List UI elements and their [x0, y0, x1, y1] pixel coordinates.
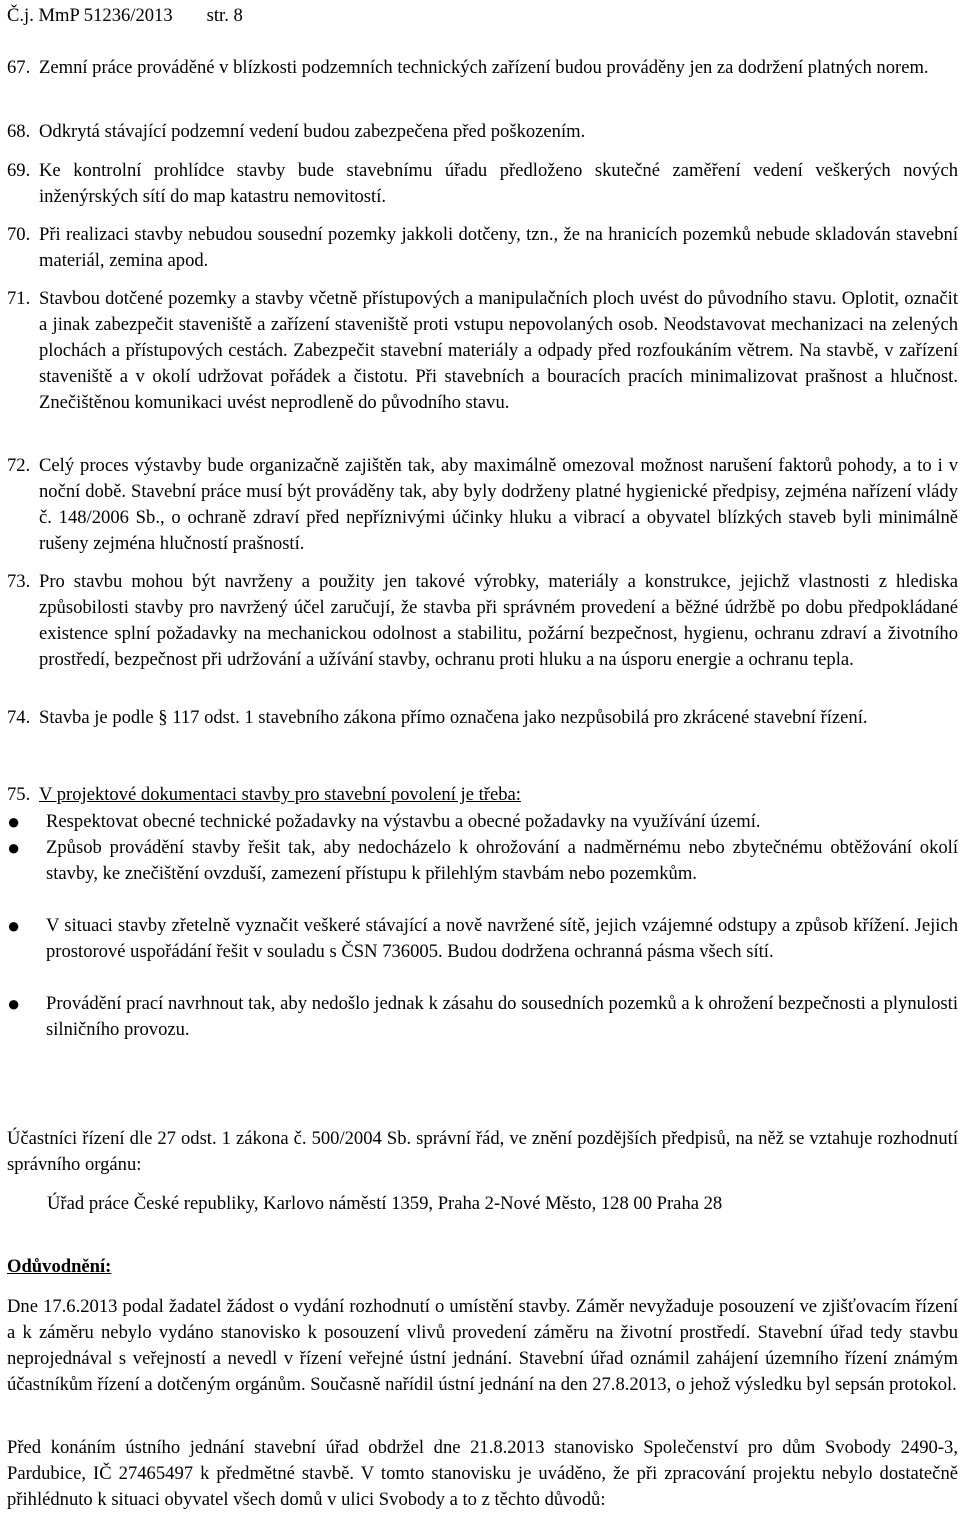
reasoning-paragraph-1: Dne 17.6.2013 podal žadatel žádost o vydání rozhodnutí o umístění stavby. Záměr nevyžaduje posouzení ve zjišťovacím řízení a k záměru nebylo vydáno stanovisko k posouzení vlivů provedení záměru na životní prostředí. Stavební úřad tedy stavbu neprojednával s veřejností a nevedl v řízení veřejné ústní jednání. Stavební úřad oznámil zahájení územního řízení známým účastníkům řízení a dotčeným orgánům. Současně nařídil ústní jednání na den 27.8.2013, o jehož výsledku byl sepsán protokol. [7, 1296, 958, 1395]
bullet-text: Provádění prací navrhnout tak, aby nedošlo jednak k zásahu do sousedních pozemků a k ohrožení bezpečnosti a plynulosti silničního provozu. [46, 993, 958, 1040]
item-text: Stavbou dotčené pozemky a stavby včetně přístupových a manipulačních ploch uvést do původního stavu. Oplotit, označit a jinak zabezpečit staveniště a zařízení staveniště proti vstupu nepovolaných osob. Neodstavovat mechanizaci na zelených plochách a přístupových cestách. Zabezpečit stavební materiály a odpady před rozfoukáním větrem. Na stavbě, v zařízení staveniště a v okolí udržovat pořádek a čistotu. Při stavebních a bouracích pracích minimalizovat prašnost a hlučnost. Znečištěnou komunikaci uvést neprodleně do původního stavu. [39, 288, 958, 413]
item-number: 70. [7, 224, 31, 245]
bullet-icon: ● [7, 913, 21, 938]
bullet-text: Respektovat obecné technické požadavky na výstavbu a obecné požadavky na využívání území. [46, 811, 761, 832]
page-header [7, 3, 243, 29]
page-number: str. 8 [206, 5, 243, 26]
condition-item-67 [7, 55, 958, 81]
condition-item-74 [7, 705, 958, 731]
condition-item-73 [7, 569, 958, 673]
item-number: 73. [7, 571, 31, 592]
condition-item-69 [7, 158, 958, 210]
bullet-item [7, 809, 958, 835]
item-number: 68. [7, 121, 31, 142]
bullet-item [7, 991, 958, 1043]
item-text: Pro stavbu mohou být navrženy a použity jen takové výrobky, materiály a konstrukce, jejichž vlastnosti z hlediska způsobilosti stavby pro navržený účel zaručují, že stavba při správném provedení a běžné údržbě po dobu předpokládané existence splní požadavky na mechanickou odolnost a stabilitu, požární bezpečnost, hygienu, ochranu zdraví a životního prostředí, bezpečnost při udržování a užívání stavby, ochranu proti hluku a na úsporu energie a ochranu tepla. [39, 571, 958, 670]
bullet-text: V situaci stavby zřetelně vyznačit veškeré stávající a nově navržené sítě, jejich vzájemné odstupy a způsob křížení. Jejich prostorové uspořádání řešit v souladu s ČSN 736005. Budou dodržena ochranná pásma všech sítí. [46, 915, 958, 962]
reasoning-heading: Odůvodnění: [7, 1256, 112, 1277]
item-number: 72. [7, 455, 31, 476]
condition-item-68 [7, 119, 958, 145]
item-text: Celý proces výstavby bude organizačně zajištěn tak, aby maximálně omezoval možnost narušení faktorů pohody, a to i v noční době. Stavební práce musí být prováděny tak, aby byly dodrženy platné hygienické předpisy, zejména nařízení vlády č. 148/2006 Sb., o ochraně zdraví před nepříznivými účinky hluku a vibrací a obyvatel blízkých staveb byli minimálně rušeny zejména hlučností prašností. [39, 455, 958, 554]
bullet-text: Způsob provádění stavby řešit tak, aby nedocházelo k ohrožování a nadměrnému nebo zbytečnému obtěžování okolí stavby, ke znečištění ovzduší, zamezení přístupu k přilehlým stavbám nebo pozemkům. [46, 837, 958, 884]
bullet-icon: ● [7, 809, 21, 834]
bullet-item [7, 835, 958, 887]
bullet-item [7, 913, 958, 965]
condition-item-72 [7, 453, 958, 557]
item-text: Stavba je podle § 117 odst. 1 stavebního zákona přímo označena jako nezpůsobilá pro zkrácené stavební řízení. [39, 707, 868, 728]
bullet-icon: ● [7, 835, 21, 860]
condition-item-70 [7, 222, 958, 274]
bullet-icon: ● [7, 991, 21, 1016]
item-number: 67. [7, 57, 31, 78]
reference-number: Č.j. MmP 51236/2013 [7, 5, 173, 26]
condition-item-71 [7, 286, 958, 416]
participants-intro: Účastníci řízení dle 27 odst. 1 zákona č. 500/2004 Sb. správní řád, ve znění pozdějších předpisů, na něž se vztahuje rozhodnutí správního orgánu: [7, 1128, 958, 1175]
item-number: 71. [7, 288, 31, 309]
item-number: 74. [7, 707, 31, 728]
condition-item-75 [7, 782, 958, 808]
participant-office: Úřad práce České republiky, Karlovo náměstí 1359, Praha 2-Nové Město, 128 00 Praha 28 [47, 1193, 723, 1214]
reasoning-paragraph-2: Před konáním ústního jednání stavební úřad obdržel dne 21.8.2013 stanovisko Společenství pro dům Svobody 2490-3, Pardubice, IČ 27465497 k předmětné stavbě. V tomto stanovisku je uváděno, že při zpracování projektu nebylo dostatečně přihlédnuto k situaci obyvatel všech domů v ulici Svobody a to z těchto důvodů: [7, 1437, 958, 1510]
item-text: V projektové dokumentaci stavby pro stavební povolení je třeba: [39, 784, 521, 805]
item-text-wrap [39, 782, 958, 808]
item-text: Ke kontrolní prohlídce stavby bude stavebnímu úřadu předloženo skutečné zaměření vedení veškerých nových inženýrských sítí do map katastru nemovitostí. [39, 160, 958, 207]
item-text: Odkrytá stávající podzemní vedení budou zabezpečena před poškozením. [39, 121, 586, 142]
item-number: 69. [7, 160, 31, 181]
item-text: Zemní práce prováděné v blízkosti podzemních technických zařízení budou prováděny jen za dodržení platných norem. [39, 57, 929, 78]
item-number: 75. [7, 784, 31, 805]
item-text: Při realizaci stavby nebudou sousední pozemky jakkoli dotčeny, tzn., že na hranicích pozemků nebude skladován stavební materiál, zemina apod. [39, 224, 958, 271]
